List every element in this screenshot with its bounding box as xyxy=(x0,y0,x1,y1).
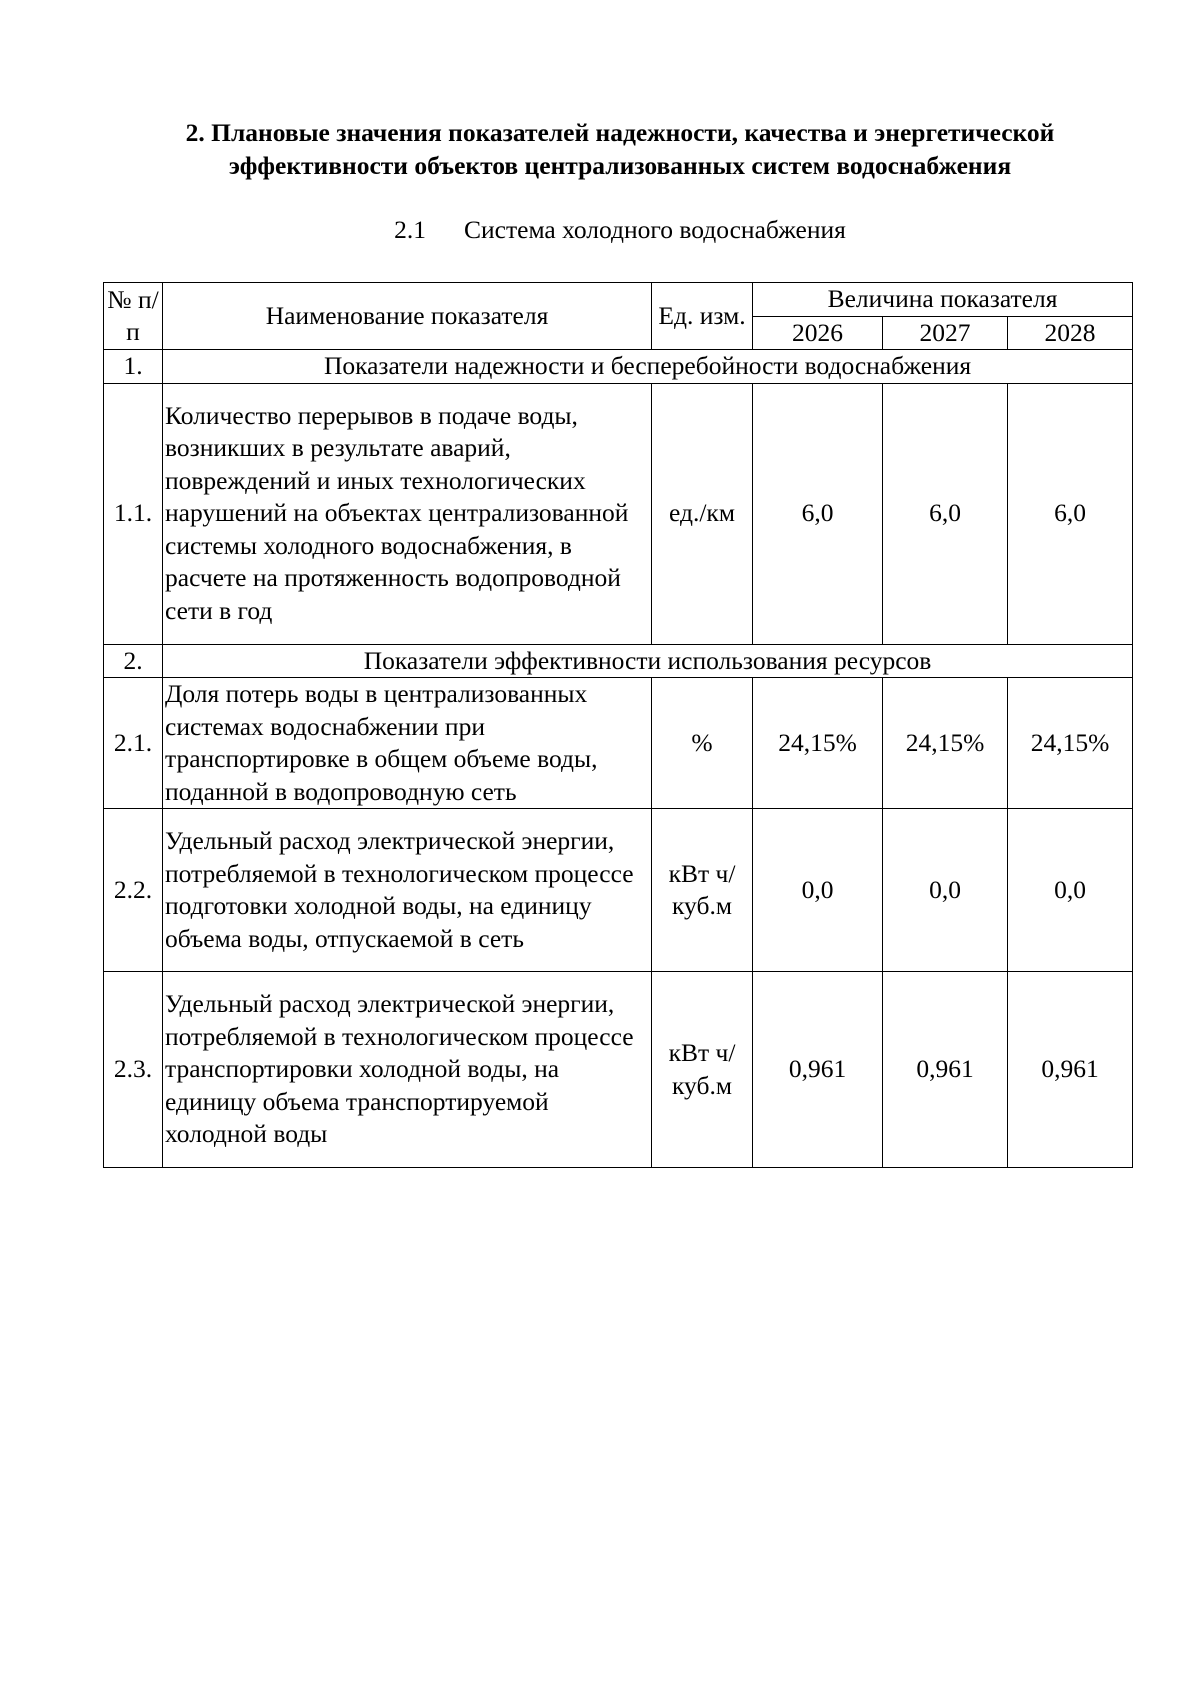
row-value-2026: 6,0 xyxy=(753,383,883,644)
row-unit: ед./км xyxy=(652,383,753,644)
row-number: 2.2. xyxy=(104,809,163,972)
header-unit: Ед. изм. xyxy=(652,283,753,350)
table-row xyxy=(104,972,1133,1168)
section-title: Показатели надежности и бесперебойности водоснабжения xyxy=(163,350,1133,384)
subheading-number: 2.1 xyxy=(394,215,427,244)
section-number: 1. xyxy=(104,350,163,384)
header-number: № п/п xyxy=(104,283,163,350)
subheading-text: Система холодного водоснабжения xyxy=(464,215,846,244)
row-value-2026: 0,0 xyxy=(753,809,883,972)
table-row xyxy=(104,809,1133,972)
header-year-2027: 2027 xyxy=(883,316,1008,350)
row-number: 2.1. xyxy=(104,678,163,809)
table-row xyxy=(104,383,1133,644)
header-value-group: Величина показателя xyxy=(753,283,1133,317)
row-name: Удельный расход электрической энергии, потребляемой в технологическом процессе подготовки холодной воды, на единицу объема воды, отпускаемой в сеть xyxy=(163,809,652,972)
header-year-2026: 2026 xyxy=(753,316,883,350)
row-unit: кВт ч/куб.м xyxy=(652,972,753,1168)
row-value-2027: 0,0 xyxy=(883,809,1008,972)
table-row xyxy=(104,678,1133,809)
row-name: Удельный расход электрической энергии, потребляемой в технологическом процессе транспортировки холодной воды, на единицу объема транспортируемой холодной воды xyxy=(163,972,652,1168)
row-number: 1.1. xyxy=(104,383,163,644)
row-value-2027: 24,15% xyxy=(883,678,1008,809)
header-year-2028: 2028 xyxy=(1008,316,1133,350)
indicators-table xyxy=(103,282,1133,1168)
row-value-2027: 0,961 xyxy=(883,972,1008,1168)
row-value-2026: 24,15% xyxy=(753,678,883,809)
row-unit: кВт ч/куб.м xyxy=(652,809,753,972)
header-name: Наименование показателя xyxy=(163,283,652,350)
row-value-2027: 6,0 xyxy=(883,383,1008,644)
section-row xyxy=(104,350,1133,384)
row-number: 2.3. xyxy=(104,972,163,1168)
row-value-2028: 0,0 xyxy=(1008,809,1133,972)
document-heading: 2. Плановые значения показателей надежности, качества и энергетической эффективности объектов централизованных систем водоснабжения xyxy=(185,118,1055,180)
section-number: 2. xyxy=(104,644,163,678)
table-header-row xyxy=(104,283,1133,317)
row-value-2028: 24,15% xyxy=(1008,678,1133,809)
section-title: Показатели эффективности использования ресурсов xyxy=(163,644,1133,678)
row-value-2028: 6,0 xyxy=(1008,383,1133,644)
row-value-2026: 0,961 xyxy=(753,972,883,1168)
section-row xyxy=(104,644,1133,678)
row-unit: % xyxy=(652,678,753,809)
row-value-2028: 0,961 xyxy=(1008,972,1133,1168)
section-subheading xyxy=(100,215,1140,245)
row-name: Доля потерь воды в централизованных системах водоснабжении при транспортировке в общем объеме воды, поданной в водопроводную сеть xyxy=(163,678,652,809)
row-name: Количество перерывов в подаче воды, возникших в результате аварий, повреждений и иных технологических нарушений на объектах централизованной системы холодного водоснабжения, в расчете на протяженность водопроводной сети в год xyxy=(163,383,652,644)
